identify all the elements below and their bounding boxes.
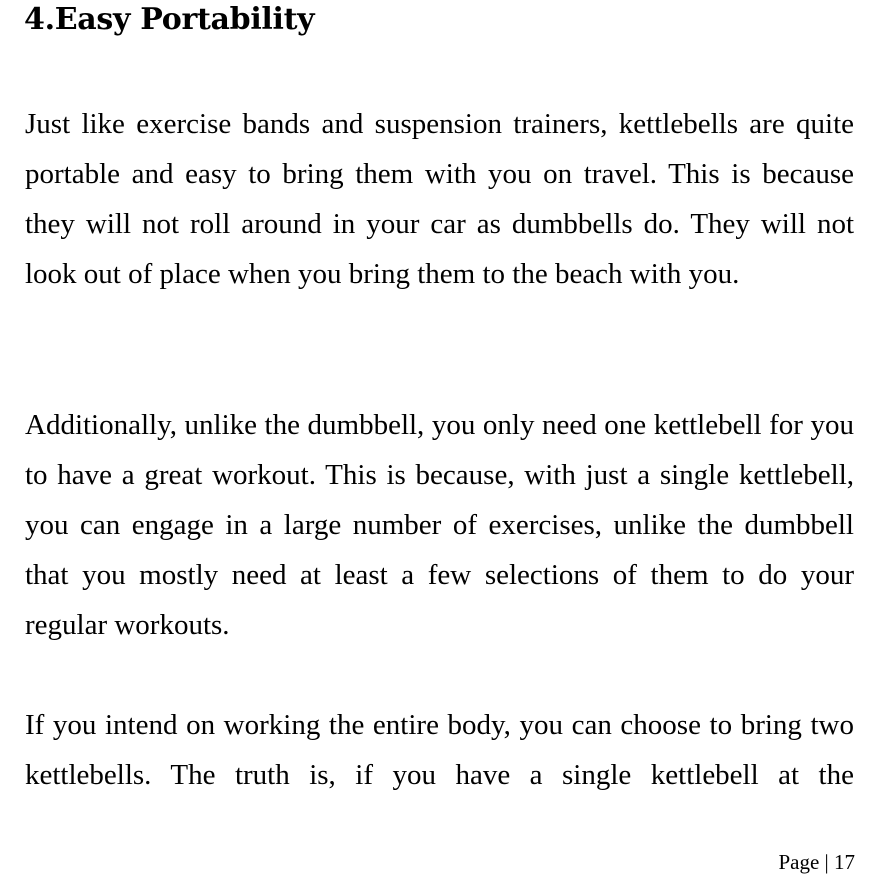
paragraph-portability: Just like exercise bands and suspension trainers, kettlebells are quite portable and easy to bring them with you on travel. This is because they will not roll around in your car as dumbbells do. They will not look out of place when you bring them to the beach with you.: [25, 108, 854, 290]
section-heading: 4.Easy Portability: [24, 2, 315, 37]
paragraph-single-kettlebell: Additionally, unlike the dumbbell, you only need one kettlebell for you to have a great workout. This is because, with just a single kettlebell, you can engage in a large number of exercises, unlike the dumbbell that you mostly need at least a few selections of them to do your regular workouts.: [25, 409, 854, 641]
paragraph-full-body: If you intend on working the entire body, you can choose to bring two kettlebells. The truth is, if you have a single kettlebell at the: [25, 709, 854, 791]
page-number: Page | 17: [778, 850, 855, 874]
